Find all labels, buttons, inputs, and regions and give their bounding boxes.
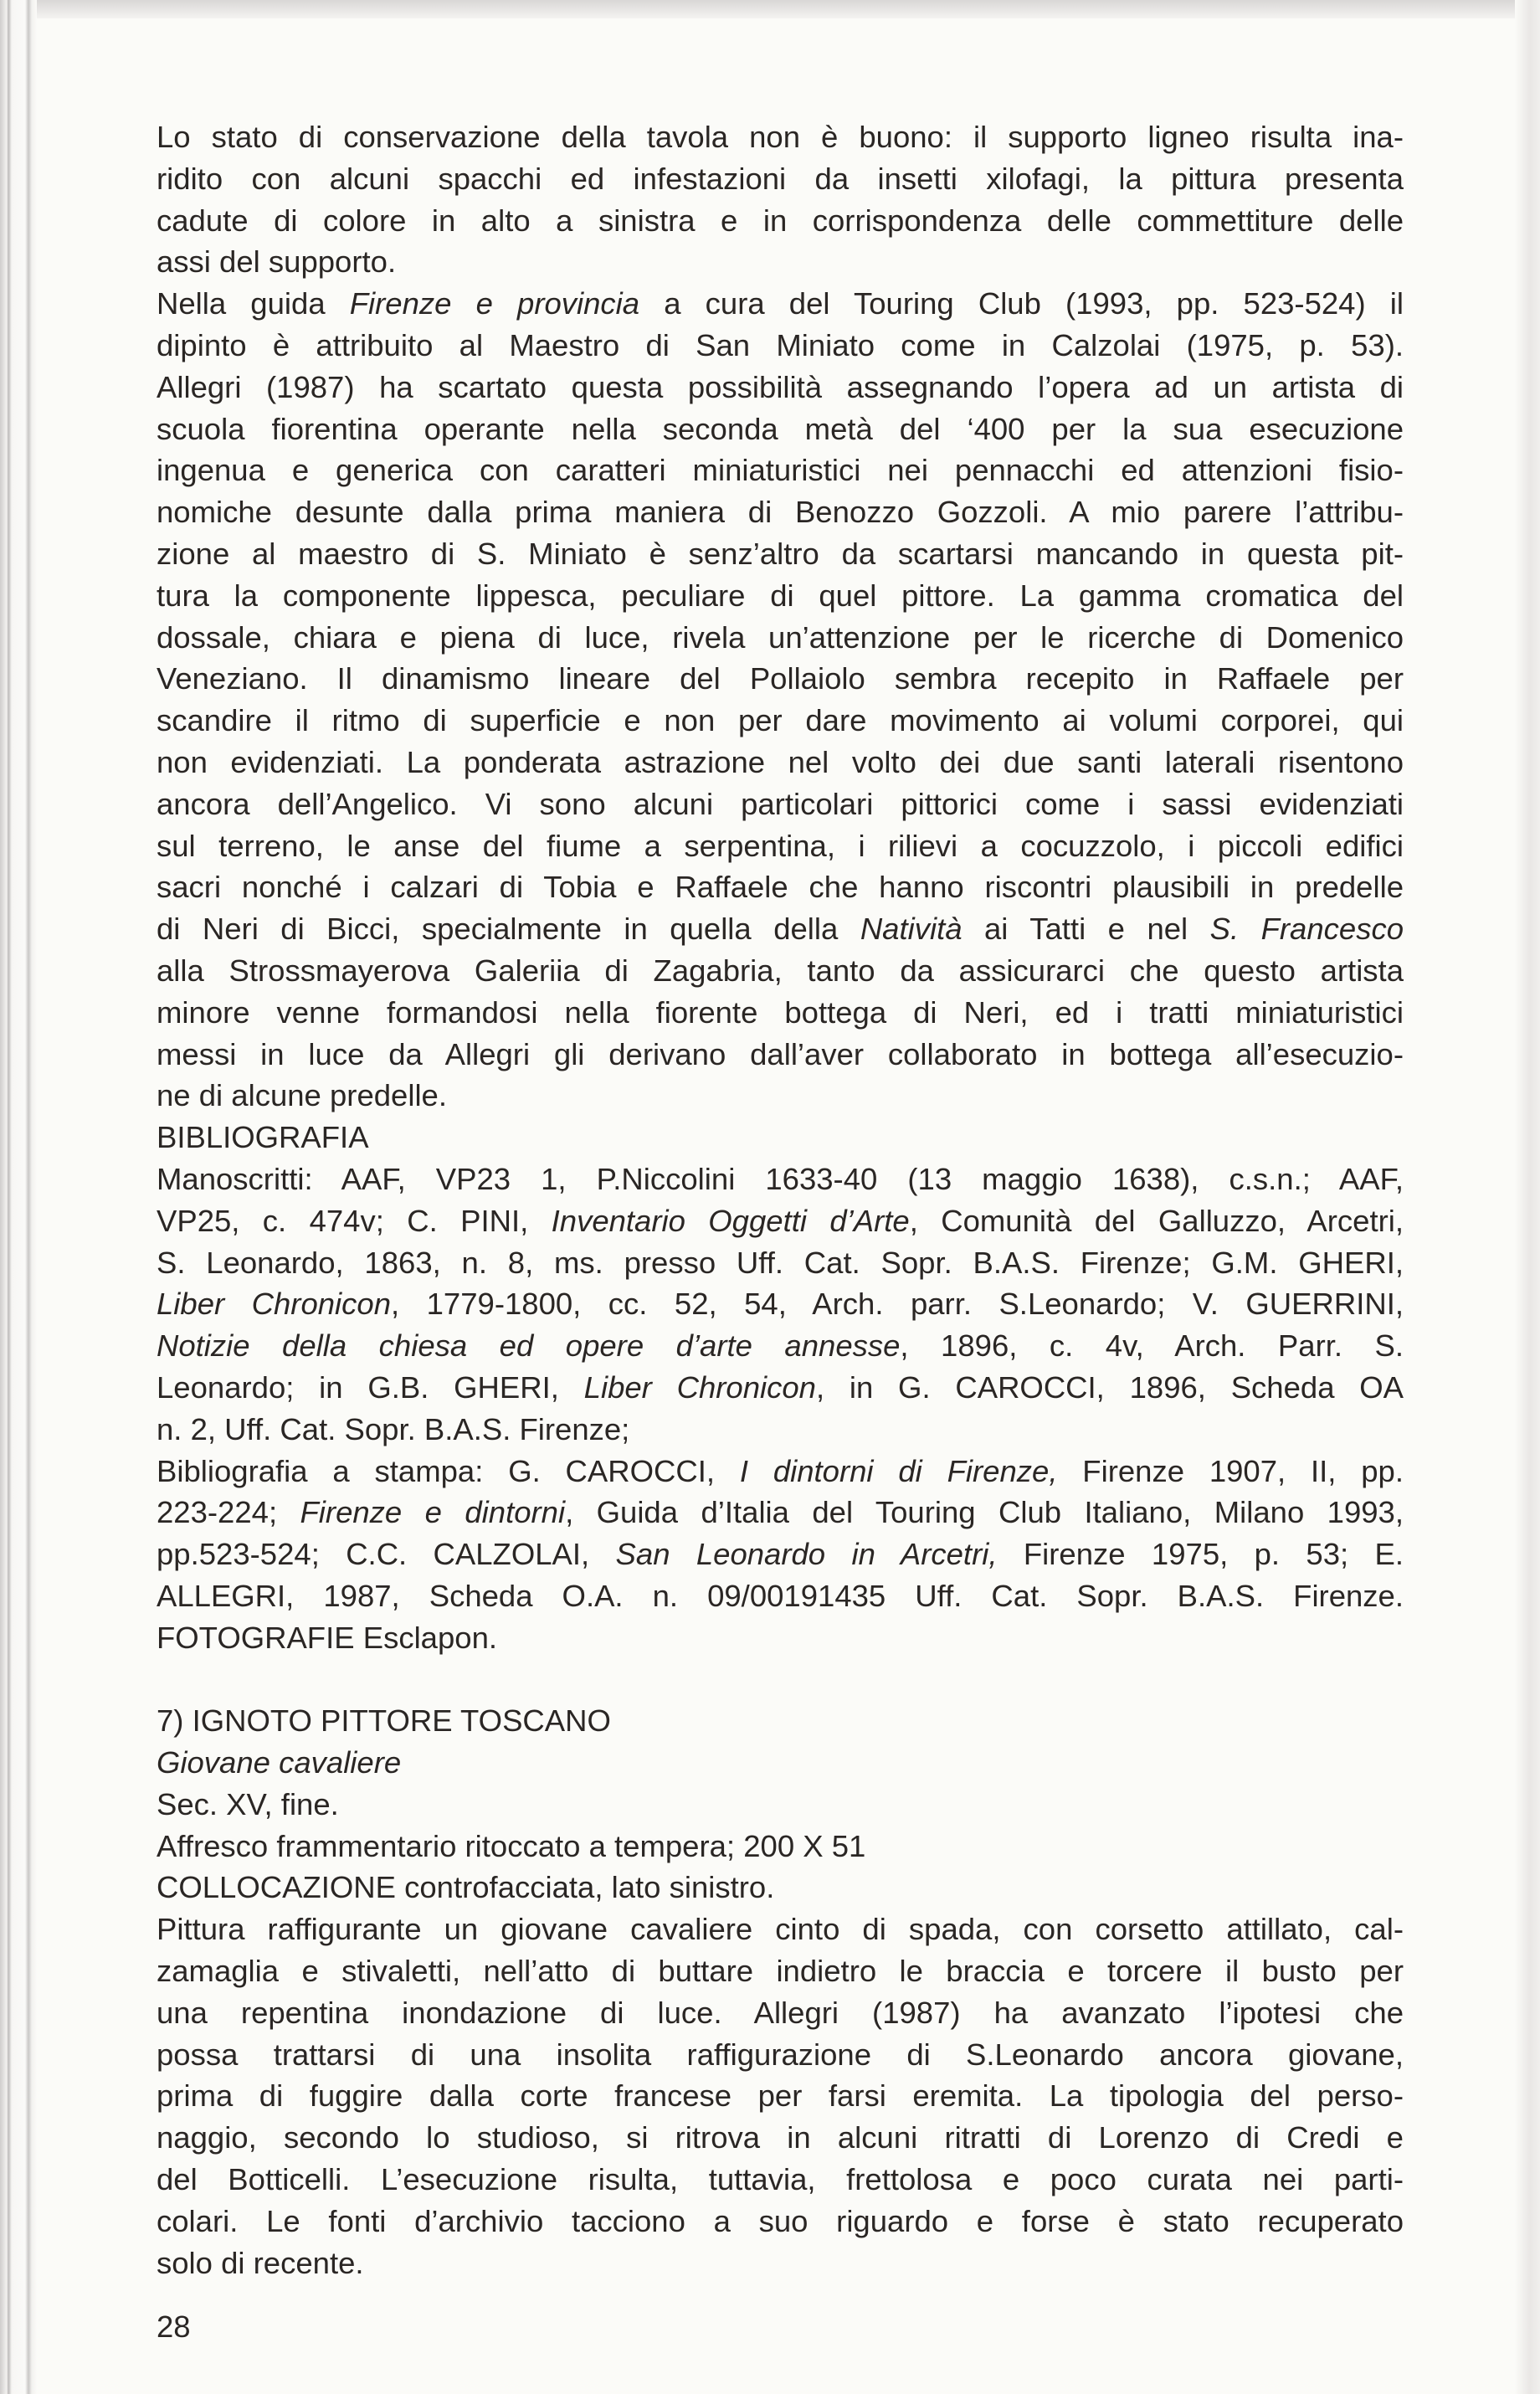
text-line <box>157 992 1404 1034</box>
text-segment: n. 2, Uff. Cat. Sopr. B.A.S. Firenze; <box>157 1411 630 1446</box>
text-segment: Manoscritti: AAF, VP23 1, P.Niccolini 1633-40 (13 maggio 1638), c.s.n.; AAF, <box>157 1161 1404 1196</box>
text-line <box>157 2117 1404 2159</box>
text-line <box>157 1533 1404 1575</box>
italic-title: Firenze e provincia <box>349 286 640 321</box>
page-right-edge <box>1515 0 1540 2394</box>
text-line <box>157 1742 1404 1784</box>
italic-title: Giovane cavaliere <box>157 1745 402 1780</box>
text-line <box>157 1158 1404 1200</box>
text-line <box>157 367 1404 408</box>
text-segment: Lo stato di conservazione della tavola non è buono: il supporto ligneo risulta ina- <box>157 120 1404 154</box>
text-line <box>157 325 1404 367</box>
text-segment: pp.523-524; C.C. CALZOLAI, <box>157 1537 616 1572</box>
text-segment: Nella guida <box>157 286 350 321</box>
text-line <box>157 2075 1404 2117</box>
italic-title: Liber Chronicon <box>157 1287 392 1322</box>
italic-title: Liber Chronicon <box>583 1369 816 1405</box>
text-segment: dipinto è attribuito al Maestro di San Miniato come in Calzolai (1975, p. 53). <box>157 327 1404 362</box>
text-line <box>157 1075 1404 1117</box>
text-segment: alla Strossmayerova Galeriia di Zagabria, tanto da assicurarci che questo artista <box>157 953 1404 988</box>
text-line <box>157 742 1404 783</box>
text-line <box>157 866 1404 908</box>
text-segment: di Neri di Bicci, specialmente in quella della <box>157 912 860 947</box>
text-line <box>157 241 1404 283</box>
blank-line <box>157 1658 1404 1700</box>
text-line <box>157 950 1404 992</box>
text-line <box>157 1575 1404 1617</box>
text-segment: 7) IGNOTO PITTORE TOSCANO <box>157 1703 611 1739</box>
text-segment: sul terreno, le anse del fiume a serpentina, i rilievi a cocuzzolo, i piccoli edifici <box>157 828 1404 863</box>
text-segment: ingenua e generica con caratteri miniaturistici nei pennacchi ed attenzioni fisio- <box>157 453 1404 488</box>
text-segment: FOTOGRAFIE Esclapon. <box>157 1620 498 1655</box>
text-line <box>157 2034 1404 2076</box>
text-segment: Firenze 1907, II, pp. <box>1057 1453 1404 1488</box>
text-line <box>157 1992 1404 2034</box>
text-line <box>157 158 1404 200</box>
italic-title: S. Francesco <box>1209 912 1404 947</box>
text-line <box>157 1909 1404 1950</box>
text-line <box>157 1492 1404 1533</box>
text-segment: sacri nonché i calzari di Tobia e Raffaele che hanno riscontri plausibili in predelle <box>157 870 1404 905</box>
text-line <box>157 1325 1404 1367</box>
text-segment: Sec. XV, fine. <box>157 1786 339 1821</box>
text-line <box>157 617 1404 659</box>
text-segment: 223-224; <box>157 1495 300 1530</box>
text-segment: , 1896, c. 4v, Arch. Parr. S. <box>900 1328 1404 1364</box>
text-segment: Firenze 1975, p. 53; E. <box>997 1537 1404 1572</box>
text-segment: , Guida d’Italia del Touring Club Italiano, Milano 1993, <box>565 1495 1404 1530</box>
text-segment: assi del supporto. <box>157 244 397 280</box>
text-line <box>157 658 1404 700</box>
text-segment: Allegri (1987) ha scartato questa possibilità assegnando l’opera ad un artista di <box>157 369 1404 404</box>
italic-title: Inventario Oggetti d’Arte <box>551 1203 910 1238</box>
text-line <box>157 2201 1404 2242</box>
text-segment: Bibliografia a stampa: G. CAROCCI, <box>157 1453 740 1488</box>
text-segment: BIBLIOGRAFIA <box>157 1120 369 1155</box>
text-line <box>157 1617 1404 1659</box>
text-segment: naggio, secondo lo studioso, si ritrova in alcuni ritratti di Lorenzo di Credi e <box>157 2120 1404 2155</box>
text-segment: , in G. CAROCCI, 1896, Scheda OA <box>815 1369 1404 1405</box>
text-segment: VP25, c. 474v; C. PINI, <box>157 1203 552 1238</box>
text-segment: ridito con alcuni spacchi ed infestazioni da insetti xilofagi, la pittura presenta <box>157 161 1404 196</box>
text-line <box>157 1242 1404 1284</box>
text-segment: cadute di colore in alto a sinistra e in corrispondenza delle commettiture delle <box>157 203 1404 238</box>
text-segment: tura la componente lippesca, peculiare di quel pittore. La gamma cromatica del <box>157 578 1404 613</box>
text-line <box>157 2242 1404 2284</box>
text-line <box>157 283 1404 325</box>
text-segment: scuola fiorentina operante nella seconda metà del ‘400 per la sua esecuzione <box>157 411 1404 446</box>
italic-title: I dintorni di Firenze, <box>739 1453 1058 1488</box>
text-segment: colari. Le fonti d’archivio tacciono a suo riguardo e forse è stato recuperato <box>157 2203 1404 2238</box>
text-line <box>157 1950 1404 1992</box>
text-segment: messi in luce da Allegri gli derivano dall’aver collaborato in bottega all’esecuzio- <box>157 1036 1404 1071</box>
text-line <box>157 1409 1404 1451</box>
text-line <box>157 908 1404 950</box>
text-line <box>157 200 1404 242</box>
italic-title: Natività <box>860 912 963 947</box>
text-line <box>157 1451 1404 1492</box>
text-segment: S. Leonardo, 1863, n. 8, ms. presso Uff. Cat. Sopr. B.A.S. Firenze; G.M. GHERI, <box>157 1245 1404 1280</box>
text-segment: Affresco frammentario ritoccato a tempera; 200 X 51 <box>157 1828 866 1863</box>
text-segment: dossale, chiara e piena di luce, rivela un’attenzione per le ricerche di Domenico <box>157 619 1404 655</box>
text-line <box>157 1700 1404 1742</box>
text-segment: del Botticelli. L’esecuzione risulta, tuttavia, frettolosa e poco curata nei parti- <box>157 2162 1404 2197</box>
text-line <box>157 1867 1404 1909</box>
italic-title: Firenze e dintorni <box>300 1495 566 1530</box>
text-segment: Pittura raffigurante un giovane cavaliere cinto di spada, con corsetto attillato, cal- <box>157 1912 1404 1947</box>
text-segment: Veneziano. Il dinamismo lineare del Pollaiolo sembra recepito in Raffaele per <box>157 661 1404 696</box>
text-line <box>157 1117 1404 1158</box>
text-segment: ancora dell’Angelico. Vi sono alcuni particolari pittorici come i sassi evidenziati <box>157 786 1404 821</box>
text-segment: solo di recente. <box>157 2245 364 2280</box>
italic-title: San Leonardo in Arcetri, <box>615 1537 998 1572</box>
text-line <box>157 575 1404 617</box>
text-segment: , Comunità del Galluzzo, Arcetri, <box>909 1203 1404 1238</box>
page-number: 28 <box>157 2309 191 2344</box>
text-segment: a cura del Touring Club (1993, pp. 523-524) il <box>639 286 1404 321</box>
text-line <box>157 450 1404 491</box>
italic-title: Notizie della chiesa ed opere d’arte annesse <box>157 1328 901 1364</box>
text-segment: zione al maestro di S. Miniato è senz’altro da scartarsi mancando in questa pit- <box>157 536 1404 571</box>
text-segment: zamaglia e stivaletti, nell’atto di buttare indietro le braccia e torcere il busto per <box>157 1954 1404 1989</box>
text-line <box>157 783 1404 825</box>
text-line <box>157 1283 1404 1325</box>
book-binding-edge <box>0 0 37 2394</box>
scan-top-edge <box>0 0 1540 18</box>
text-segment: nomiche desunte dalla prima maniera di Benozzo Gozzoli. A mio parere l’attribu- <box>157 495 1404 530</box>
text-segment: minore venne formandosi nella fiorente bottega di Neri, ed i tratti miniaturistici <box>157 994 1404 1030</box>
text-line <box>157 491 1404 533</box>
text-segment: ai Tatti e nel <box>962 912 1210 947</box>
text-segment: , 1779-1800, cc. 52, 54, Arch. parr. S.Leonardo; V. GUERRINI, <box>391 1287 1404 1322</box>
document-body <box>157 116 1404 2284</box>
text-segment: Leonardo; in G.B. GHERI, <box>157 1369 584 1405</box>
text-line <box>157 533 1404 575</box>
text-segment: una repentina inondazione di luce. Allegri (1987) ha avanzato l’ipotesi che <box>157 1995 1404 2030</box>
text-segment: ALLEGRI, 1987, Scheda O.A. n. 09/00191435 Uff. Cat. Sopr. B.A.S. Firenze. <box>157 1578 1404 1613</box>
text-line <box>157 825 1404 867</box>
text-line <box>157 408 1404 450</box>
text-line <box>157 2159 1404 2201</box>
text-segment: COLLOCAZIONE controfacciata, lato sinistro. <box>157 1870 775 1905</box>
text-segment: prima di fuggire dalla corte francese per farsi eremita. La tipologia del perso- <box>157 2078 1404 2114</box>
text-line <box>157 1200 1404 1242</box>
text-line <box>157 116 1404 158</box>
text-line <box>157 700 1404 742</box>
text-segment: non evidenziati. La ponderata astrazione nel volto dei due santi laterali risentono <box>157 744 1404 779</box>
text-line <box>157 1784 1404 1826</box>
text-line <box>157 1367 1404 1409</box>
text-segment: ne di alcune predelle. <box>157 1078 447 1113</box>
text-line <box>157 1826 1404 1867</box>
text-line <box>157 1034 1404 1076</box>
text-segment: possa trattarsi di una insolita raffigurazione di S.Leonardo ancora giovane, <box>157 2037 1404 2072</box>
text-segment: scandire il ritmo di superficie e non per dare movimento ai volumi corporei, qui <box>157 703 1404 738</box>
